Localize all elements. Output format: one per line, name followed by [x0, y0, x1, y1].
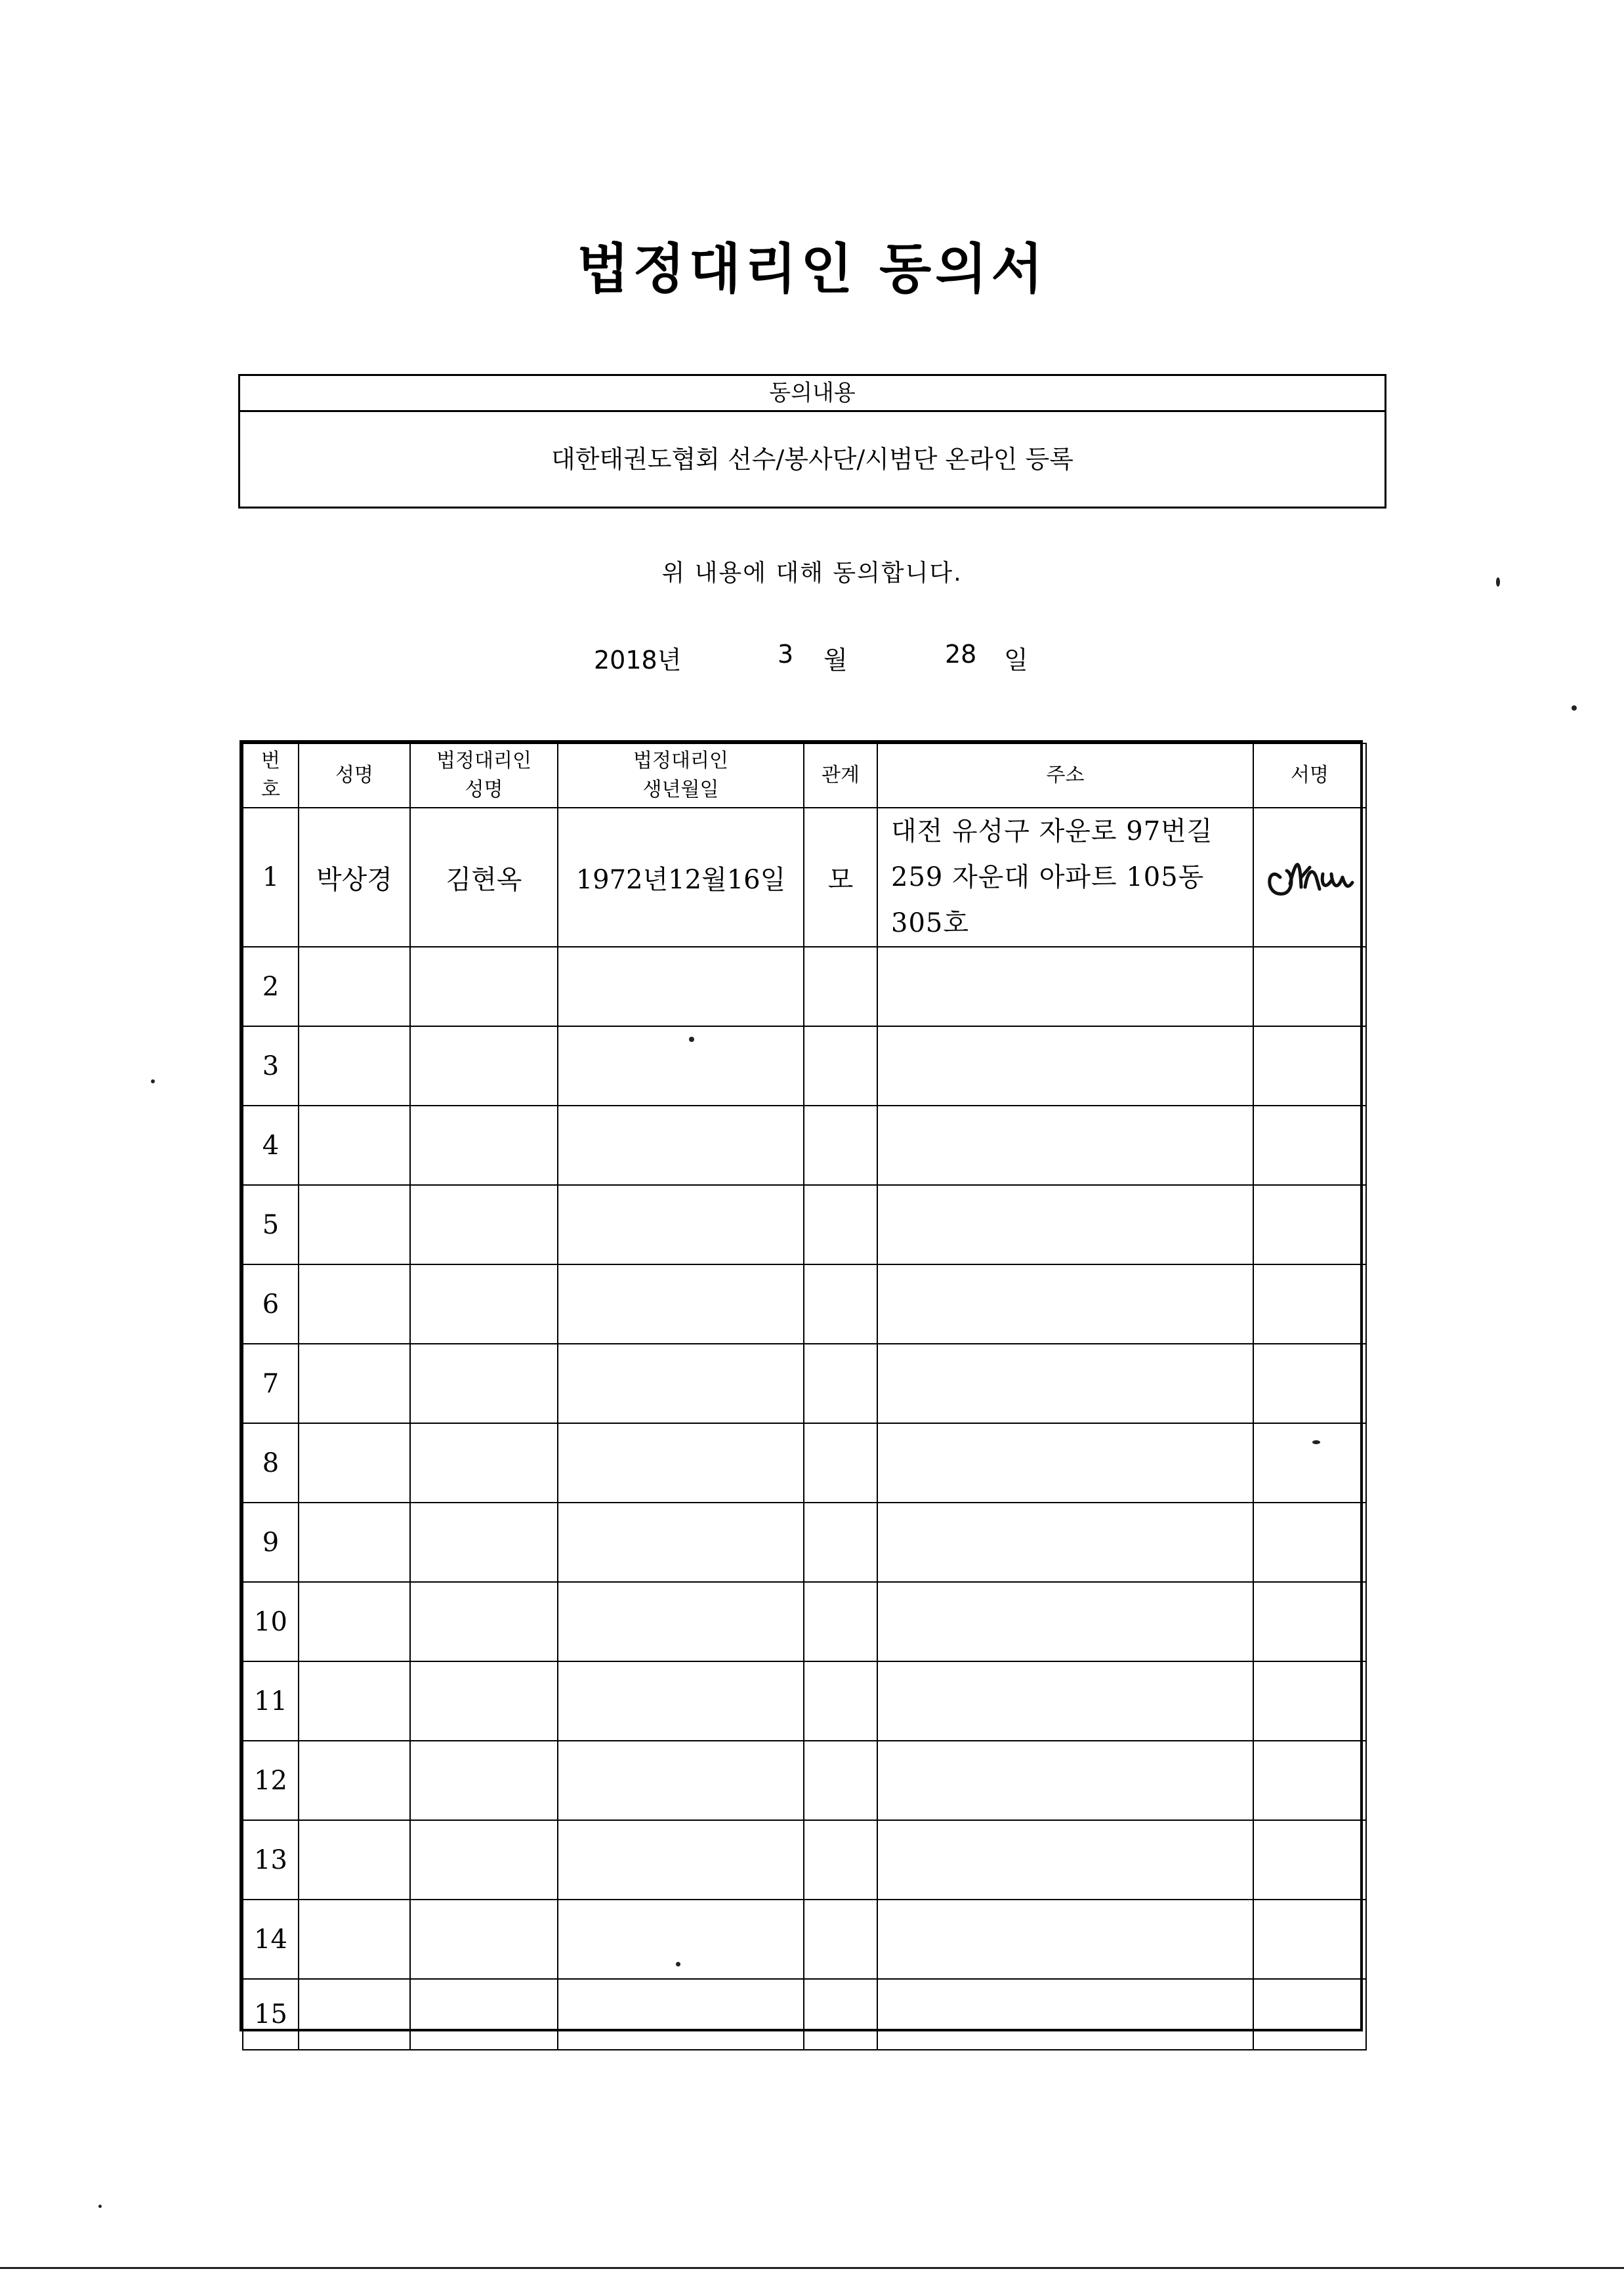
header-guardian-name: 법정대리인 성명	[410, 743, 558, 808]
table-row	[243, 1661, 1366, 1741]
scan-speck	[98, 2205, 102, 2208]
cell-relation	[804, 1185, 877, 1264]
cell-name	[299, 1979, 410, 2050]
table-row	[243, 947, 1366, 1026]
cell-guardian-birth	[558, 1344, 804, 1423]
cell-relation	[804, 1423, 877, 1503]
cell-name	[299, 1582, 410, 1661]
scan-speck	[151, 1079, 155, 1083]
cell-relation	[804, 1582, 877, 1661]
table-row	[243, 1820, 1366, 1900]
cell-address	[877, 1503, 1253, 1582]
cell-relation	[804, 947, 877, 1026]
cell-guardian-name	[410, 1106, 558, 1185]
cell-guardian-birth: 1972년12월16일	[558, 808, 804, 947]
date-month-label: 월	[823, 646, 848, 675]
cell-number: 9	[243, 1503, 299, 1582]
table-header-row	[243, 743, 1366, 808]
cell-signature	[1253, 1820, 1366, 1900]
table-row	[243, 1026, 1366, 1106]
cell-address	[877, 1661, 1253, 1741]
date-day-label: 일	[1004, 646, 1028, 675]
cell-number: 10	[243, 1582, 299, 1661]
cell-guardian-name	[410, 1741, 558, 1820]
cell-address	[877, 1185, 1253, 1264]
table-row	[243, 1979, 1366, 2050]
cell-number: 8	[243, 1423, 299, 1503]
cell-address	[877, 1820, 1253, 1900]
cell-number: 5	[243, 1185, 299, 1264]
table-row	[243, 808, 1366, 947]
scan-speck	[676, 1962, 680, 1966]
cell-number: 14	[243, 1900, 299, 1979]
cell-guardian-name	[410, 1423, 558, 1503]
header-guardian-birth: 법정대리인 생년월일	[558, 743, 804, 808]
cell-name	[299, 1900, 410, 1979]
table-row	[243, 1900, 1366, 1979]
handwritten-signature	[1260, 838, 1359, 910]
table-row	[243, 1344, 1366, 1423]
agreement-statement: 위 내용에 대해 동의합니다.	[661, 560, 963, 587]
date-year: 2018년	[594, 646, 682, 675]
cell-name	[299, 1503, 410, 1582]
cell-guardian-name	[410, 1503, 558, 1582]
cell-number: 6	[243, 1264, 299, 1344]
scan-speck	[1312, 1440, 1320, 1444]
cell-signature	[1253, 1185, 1366, 1264]
cell-address	[877, 1741, 1253, 1820]
cell-guardian-name	[410, 1185, 558, 1264]
cell-guardian-birth	[558, 1820, 804, 1900]
cell-guardian-name: 김현옥	[410, 808, 558, 947]
cell-signature	[1253, 1582, 1366, 1661]
cell-number: 2	[243, 947, 299, 1026]
cell-guardian-name	[410, 1026, 558, 1106]
cell-guardian-birth	[558, 1026, 804, 1106]
cell-signature	[1253, 808, 1366, 947]
scan-speck	[689, 1037, 694, 1042]
cell-guardian-birth	[558, 1661, 804, 1741]
cell-address	[877, 1264, 1253, 1344]
scan-speck	[1572, 705, 1577, 711]
cell-relation	[804, 1900, 877, 1979]
cell-name	[299, 1661, 410, 1741]
cell-number: 7	[243, 1344, 299, 1423]
consent-box	[238, 374, 1386, 509]
cell-signature	[1253, 1900, 1366, 1979]
cell-relation	[804, 1979, 877, 2050]
cell-guardian-birth	[558, 1106, 804, 1185]
cell-signature	[1253, 1503, 1366, 1582]
cell-number: 3	[243, 1026, 299, 1106]
table-row	[243, 1582, 1366, 1661]
scan-speck	[1496, 577, 1500, 587]
cell-address	[877, 1979, 1253, 2050]
cell-guardian-birth	[558, 1900, 804, 1979]
header-address: 주소	[877, 743, 1253, 808]
cell-address	[877, 1344, 1253, 1423]
header-number: 번 호	[243, 743, 299, 808]
cell-signature	[1253, 1661, 1366, 1741]
table-row	[243, 1423, 1366, 1503]
cell-guardian-name	[410, 947, 558, 1026]
cell-name	[299, 1264, 410, 1344]
consent-header: 동의내용	[240, 376, 1385, 412]
cell-guardian-birth	[558, 1185, 804, 1264]
table-row	[243, 1185, 1366, 1264]
cell-guardian-name	[410, 1344, 558, 1423]
cell-number: 13	[243, 1820, 299, 1900]
cell-signature	[1253, 1741, 1366, 1820]
cell-address	[877, 1582, 1253, 1661]
cell-signature	[1253, 1026, 1366, 1106]
cell-relation	[804, 1503, 877, 1582]
cell-address	[877, 1423, 1253, 1503]
document-title: 법정대리인 동의서	[577, 238, 1047, 301]
date-month: 3	[778, 640, 794, 669]
table-row	[243, 1106, 1366, 1185]
cell-address	[877, 1106, 1253, 1185]
cell-name	[299, 1423, 410, 1503]
date-line	[0, 640, 1624, 679]
cell-signature	[1253, 947, 1366, 1026]
cell-name	[299, 947, 410, 1026]
cell-number: 12	[243, 1741, 299, 1820]
cell-relation: 모	[804, 808, 877, 947]
cell-number: 15	[243, 1979, 299, 2050]
cell-name	[299, 1106, 410, 1185]
table-row	[243, 1741, 1366, 1820]
cell-guardian-birth	[558, 1979, 804, 2050]
cell-address	[877, 1900, 1253, 1979]
cell-name	[299, 1820, 410, 1900]
cell-signature	[1253, 1264, 1366, 1344]
cell-guardian-name	[410, 1820, 558, 1900]
cell-name	[299, 1344, 410, 1423]
guardian-table-container	[239, 740, 1363, 2031]
cell-relation	[804, 1106, 877, 1185]
cell-address	[877, 1026, 1253, 1106]
cell-relation	[804, 1820, 877, 1900]
date-day: 28	[945, 640, 977, 669]
cell-guardian-name	[410, 1979, 558, 2050]
header-signature: 서명	[1253, 743, 1366, 808]
cell-relation	[804, 1661, 877, 1741]
cell-guardian-birth	[558, 1582, 804, 1661]
cell-number: 11	[243, 1661, 299, 1741]
table-row	[243, 1503, 1366, 1582]
cell-relation	[804, 1344, 877, 1423]
cell-name	[299, 1026, 410, 1106]
guardian-table	[242, 743, 1367, 2050]
cell-guardian-birth	[558, 1503, 804, 1582]
cell-number: 1	[243, 808, 299, 947]
cell-name	[299, 1185, 410, 1264]
cell-relation	[804, 1741, 877, 1820]
cell-number: 4	[243, 1106, 299, 1185]
cell-name: 박상경	[299, 808, 410, 947]
cell-address: 대전 유성구 자운로 97번길 259 자운대 아파트 105동 305호	[877, 808, 1253, 947]
cell-address	[877, 947, 1253, 1026]
cell-guardian-birth	[558, 1741, 804, 1820]
cell-signature	[1253, 1979, 1366, 2050]
cell-guardian-birth	[558, 1264, 804, 1344]
cell-relation	[804, 1264, 877, 1344]
header-relation: 관계	[804, 743, 877, 808]
header-name: 성명	[299, 743, 410, 808]
cell-signature	[1253, 1344, 1366, 1423]
bottom-edge-line	[0, 2267, 1624, 2269]
table-row	[243, 1264, 1366, 1344]
cell-name	[299, 1741, 410, 1820]
cell-guardian-birth	[558, 947, 804, 1026]
cell-guardian-name	[410, 1264, 558, 1344]
cell-guardian-name	[410, 1661, 558, 1741]
cell-guardian-birth	[558, 1423, 804, 1503]
cell-relation	[804, 1026, 877, 1106]
cell-signature	[1253, 1106, 1366, 1185]
cell-signature	[1253, 1423, 1366, 1503]
cell-guardian-name	[410, 1900, 558, 1979]
consent-content: 대한태권도협회 선수/봉사단/시범단 온라인 등록	[551, 445, 1073, 474]
cell-guardian-name	[410, 1582, 558, 1661]
